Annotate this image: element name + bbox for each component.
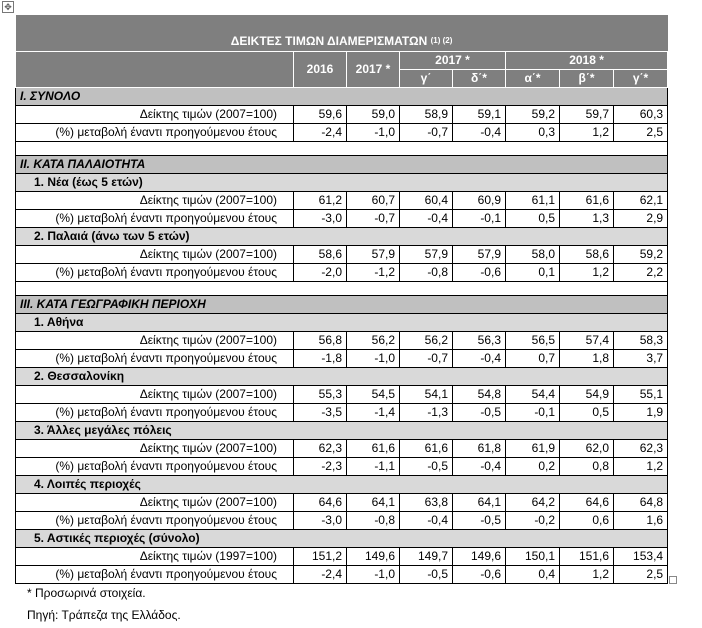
value-cell: 54,9 xyxy=(560,386,614,404)
value-cell: 61,6 xyxy=(347,440,400,458)
value-cell: -0,4 xyxy=(453,350,506,368)
table-row xyxy=(16,332,668,350)
value-cell: 54,5 xyxy=(347,386,400,404)
subgroup-header-row xyxy=(16,530,668,548)
row-label: Δείκτης τιμών (2007=100) xyxy=(16,106,294,124)
value-cell: -1,4 xyxy=(347,404,400,422)
value-cell: -1,0 xyxy=(347,124,400,142)
value-cell: 62,3 xyxy=(614,440,668,458)
value-cell: 149,6 xyxy=(453,548,506,566)
section-header-row xyxy=(16,156,668,174)
value-cell: 56,2 xyxy=(400,332,453,350)
value-cell: 0,8 xyxy=(560,458,614,476)
row-label: (%) μεταβολή έναντι προηγούμενου έτους xyxy=(16,404,294,422)
header-2017-year: 2017 * xyxy=(347,52,400,88)
value-cell: 0,2 xyxy=(506,458,560,476)
value-cell: -0,7 xyxy=(400,124,453,142)
value-cell: -1,8 xyxy=(294,350,347,368)
section-header-row xyxy=(16,88,668,106)
value-cell: 55,3 xyxy=(294,386,347,404)
header-2017-q3: γ΄ xyxy=(400,70,453,88)
value-cell: 60,3 xyxy=(614,106,668,124)
value-cell: 0,4 xyxy=(506,566,560,584)
value-cell: 61,9 xyxy=(506,440,560,458)
value-cell: 149,6 xyxy=(347,548,400,566)
subgroup-title: 1. Νέα (έως 5 ετών) xyxy=(16,174,668,192)
section-title: I. ΣΥΝΟΛΟ xyxy=(16,88,668,106)
spacer-cell xyxy=(16,142,668,156)
value-cell: 1,2 xyxy=(560,264,614,282)
value-cell: 61,6 xyxy=(560,192,614,210)
value-cell: -0,7 xyxy=(347,210,400,228)
value-cell: 149,7 xyxy=(400,548,453,566)
value-cell: 56,3 xyxy=(453,332,506,350)
value-cell: -1,1 xyxy=(347,458,400,476)
value-cell: 0,6 xyxy=(560,512,614,530)
row-label: (%) μεταβολή έναντι προηγούμενου έτους xyxy=(16,210,294,228)
value-cell: -2,3 xyxy=(294,458,347,476)
value-cell: -0,8 xyxy=(400,264,453,282)
value-cell: 61,1 xyxy=(506,192,560,210)
header-blank xyxy=(16,52,294,88)
table-row xyxy=(16,494,668,512)
value-cell: 2,5 xyxy=(614,124,668,142)
value-cell: 59,0 xyxy=(347,106,400,124)
table-row xyxy=(16,210,668,228)
value-cell: 62,0 xyxy=(560,440,614,458)
value-cell: -1,0 xyxy=(347,350,400,368)
value-cell: 64,1 xyxy=(347,494,400,512)
value-cell: 60,9 xyxy=(453,192,506,210)
value-cell: -2,0 xyxy=(294,264,347,282)
value-cell: -1,0 xyxy=(347,566,400,584)
section-title: II. ΚΑΤΑ ΠΑΛΑΙΟΤΗΤΑ xyxy=(16,156,668,174)
value-cell: -0,4 xyxy=(453,458,506,476)
table-row xyxy=(16,566,668,584)
row-label: Δείκτης τιμών (2007=100) xyxy=(16,440,294,458)
table-title-refs: (1) (2) xyxy=(430,36,453,45)
value-cell: 151,2 xyxy=(294,548,347,566)
value-cell: 62,3 xyxy=(294,440,347,458)
value-cell: 59,2 xyxy=(506,106,560,124)
subgroup-title: 1. Αθήνα xyxy=(16,314,668,332)
table-row xyxy=(16,192,668,210)
value-cell: -0,7 xyxy=(400,350,453,368)
value-cell: -3,5 xyxy=(294,404,347,422)
value-cell: 2,9 xyxy=(614,210,668,228)
table-move-handle[interactable]: ✥ xyxy=(2,1,14,13)
value-cell: -3,0 xyxy=(294,512,347,530)
value-cell: 0,3 xyxy=(506,124,560,142)
value-cell: 64,6 xyxy=(294,494,347,512)
subgroup-title: 5. Αστικές περιοχές (σύνολο) xyxy=(16,530,668,548)
table-row xyxy=(16,264,668,282)
value-cell: 1,9 xyxy=(614,404,668,422)
value-cell: 60,4 xyxy=(400,192,453,210)
subgroup-title: 3. Άλλες μεγάλες πόλεις xyxy=(16,422,668,440)
row-label: Δείκτης τιμών (2007=100) xyxy=(16,386,294,404)
value-cell: -0,5 xyxy=(400,458,453,476)
header-2018-q1: α΄* xyxy=(506,70,560,88)
value-cell: 59,7 xyxy=(560,106,614,124)
value-cell: 1,3 xyxy=(560,210,614,228)
value-cell: -2,4 xyxy=(294,566,347,584)
value-cell: 150,1 xyxy=(506,548,560,566)
section-header-row xyxy=(16,296,668,314)
value-cell: 1,6 xyxy=(614,512,668,530)
value-cell: -0,2 xyxy=(506,512,560,530)
row-label: (%) μεταβολή έναντι προηγούμενου έτους xyxy=(16,350,294,368)
subgroup-header-row xyxy=(16,314,668,332)
value-cell: 54,4 xyxy=(506,386,560,404)
table-title xyxy=(16,15,668,52)
table-row xyxy=(16,458,668,476)
value-cell: -1,3 xyxy=(400,404,453,422)
value-cell: -0,1 xyxy=(453,210,506,228)
value-cell: 59,6 xyxy=(294,106,347,124)
table-title-text: ΔΕΙΚΤΕΣ ΤΙΜΩΝ ΔΙΑΜΕΡΙΣΜΑΤΩΝ xyxy=(230,34,428,48)
subgroup-title: 4. Λοιπές περιοχές xyxy=(16,476,668,494)
value-cell: 55,1 xyxy=(614,386,668,404)
value-cell: 64,1 xyxy=(453,494,506,512)
row-label: Δείκτης τιμών (1997=100) xyxy=(16,548,294,566)
value-cell: 0,7 xyxy=(506,350,560,368)
row-label: (%) μεταβολή έναντι προηγούμενου έτους xyxy=(16,458,294,476)
value-cell: 58,9 xyxy=(400,106,453,124)
value-cell: 0,5 xyxy=(560,404,614,422)
value-cell: 64,6 xyxy=(560,494,614,512)
header-2018-q2: β΄* xyxy=(560,70,614,88)
value-cell: 63,8 xyxy=(400,494,453,512)
header-group-2018: 2018 * xyxy=(506,52,668,70)
value-cell: 64,8 xyxy=(614,494,668,512)
table-row xyxy=(16,106,668,124)
apartment-price-index-table xyxy=(15,15,668,584)
value-cell: 0,1 xyxy=(506,264,560,282)
value-cell: 57,9 xyxy=(347,246,400,264)
value-cell: -0,5 xyxy=(453,512,506,530)
footnote-provisional: * Προσωρινά στοιχεία. xyxy=(27,586,146,600)
value-cell: -0,8 xyxy=(347,512,400,530)
value-cell: 54,8 xyxy=(453,386,506,404)
row-label: (%) μεταβολή έναντι προηγούμενου έτους xyxy=(16,512,294,530)
value-cell: 1,2 xyxy=(614,458,668,476)
row-label: (%) μεταβολή έναντι προηγούμενου έτους xyxy=(16,264,294,282)
value-cell: 56,8 xyxy=(294,332,347,350)
row-label: Δείκτης τιμών (2007=100) xyxy=(16,192,294,210)
value-cell: 151,6 xyxy=(560,548,614,566)
table-row xyxy=(16,440,668,458)
value-cell: 1,2 xyxy=(560,124,614,142)
value-cell: -0,5 xyxy=(400,566,453,584)
value-cell: 1,2 xyxy=(560,566,614,584)
table-row xyxy=(16,548,668,566)
value-cell: 1,8 xyxy=(560,350,614,368)
header-2018-q3: γ΄* xyxy=(614,70,668,88)
row-label: Δείκτης τιμών (2007=100) xyxy=(16,332,294,350)
row-label: Δείκτης τιμών (2007=100) xyxy=(16,494,294,512)
value-cell: 59,1 xyxy=(453,106,506,124)
value-cell: 58,0 xyxy=(506,246,560,264)
value-cell: 60,7 xyxy=(347,192,400,210)
row-label: Δείκτης τιμών (2007=100) xyxy=(16,246,294,264)
row-label: (%) μεταβολή έναντι προηγούμενου έτους xyxy=(16,124,294,142)
value-cell: -0,4 xyxy=(453,124,506,142)
value-cell: 58,3 xyxy=(614,332,668,350)
table-header xyxy=(16,15,668,88)
value-cell: -0,6 xyxy=(453,566,506,584)
value-cell: 56,5 xyxy=(506,332,560,350)
value-cell: -2,4 xyxy=(294,124,347,142)
value-cell: -1,2 xyxy=(347,264,400,282)
subgroup-header-row xyxy=(16,228,668,246)
value-cell: 58,6 xyxy=(560,246,614,264)
table-row xyxy=(16,246,668,264)
value-cell: -3,0 xyxy=(294,210,347,228)
value-cell: 58,6 xyxy=(294,246,347,264)
footnote-source: Πηγή: Τράπεζα της Ελλάδος. xyxy=(27,608,181,622)
value-cell: 0,5 xyxy=(506,210,560,228)
table-body xyxy=(16,88,668,584)
value-cell: 56,2 xyxy=(347,332,400,350)
value-cell: 153,4 xyxy=(614,548,668,566)
table-end-marker xyxy=(669,576,677,584)
header-2016: 2016 xyxy=(294,52,347,88)
table-row xyxy=(16,386,668,404)
subgroup-header-row xyxy=(16,368,668,386)
value-cell: 59,2 xyxy=(614,246,668,264)
section-title: III. ΚΑΤΑ ΓΕΩΓΡΑΦΙΚΗ ΠΕΡΙΟΧΗ xyxy=(16,296,668,314)
subgroup-title: 2. Παλαιά (άνω των 5 ετών) xyxy=(16,228,668,246)
section-spacer xyxy=(16,282,668,296)
table-row xyxy=(16,124,668,142)
subgroup-header-row xyxy=(16,422,668,440)
table-row xyxy=(16,404,668,422)
value-cell: -0,4 xyxy=(400,210,453,228)
value-cell: 57,9 xyxy=(453,246,506,264)
row-label: (%) μεταβολή έναντι προηγούμενου έτους xyxy=(16,566,294,584)
value-cell: 64,2 xyxy=(506,494,560,512)
value-cell: 2,2 xyxy=(614,264,668,282)
header-2017-q4: δ΄* xyxy=(453,70,506,88)
table-row xyxy=(16,512,668,530)
value-cell: 54,1 xyxy=(400,386,453,404)
spacer-cell xyxy=(16,282,668,296)
value-cell: 62,1 xyxy=(614,192,668,210)
table-row xyxy=(16,350,668,368)
value-cell: 57,9 xyxy=(400,246,453,264)
value-cell: -0,4 xyxy=(400,512,453,530)
value-cell: 61,2 xyxy=(294,192,347,210)
value-cell: -0,5 xyxy=(453,404,506,422)
value-cell: 3,7 xyxy=(614,350,668,368)
header-group-2017: 2017 * xyxy=(400,52,506,70)
subgroup-header-row xyxy=(16,476,668,494)
value-cell: -0,6 xyxy=(453,264,506,282)
value-cell: -0,1 xyxy=(506,404,560,422)
value-cell: 61,8 xyxy=(453,440,506,458)
value-cell: 57,4 xyxy=(560,332,614,350)
value-cell: 2,5 xyxy=(614,566,668,584)
subgroup-title: 2. Θεσσαλονίκη xyxy=(16,368,668,386)
subgroup-header-row xyxy=(16,174,668,192)
value-cell: 61,6 xyxy=(400,440,453,458)
section-spacer xyxy=(16,142,668,156)
